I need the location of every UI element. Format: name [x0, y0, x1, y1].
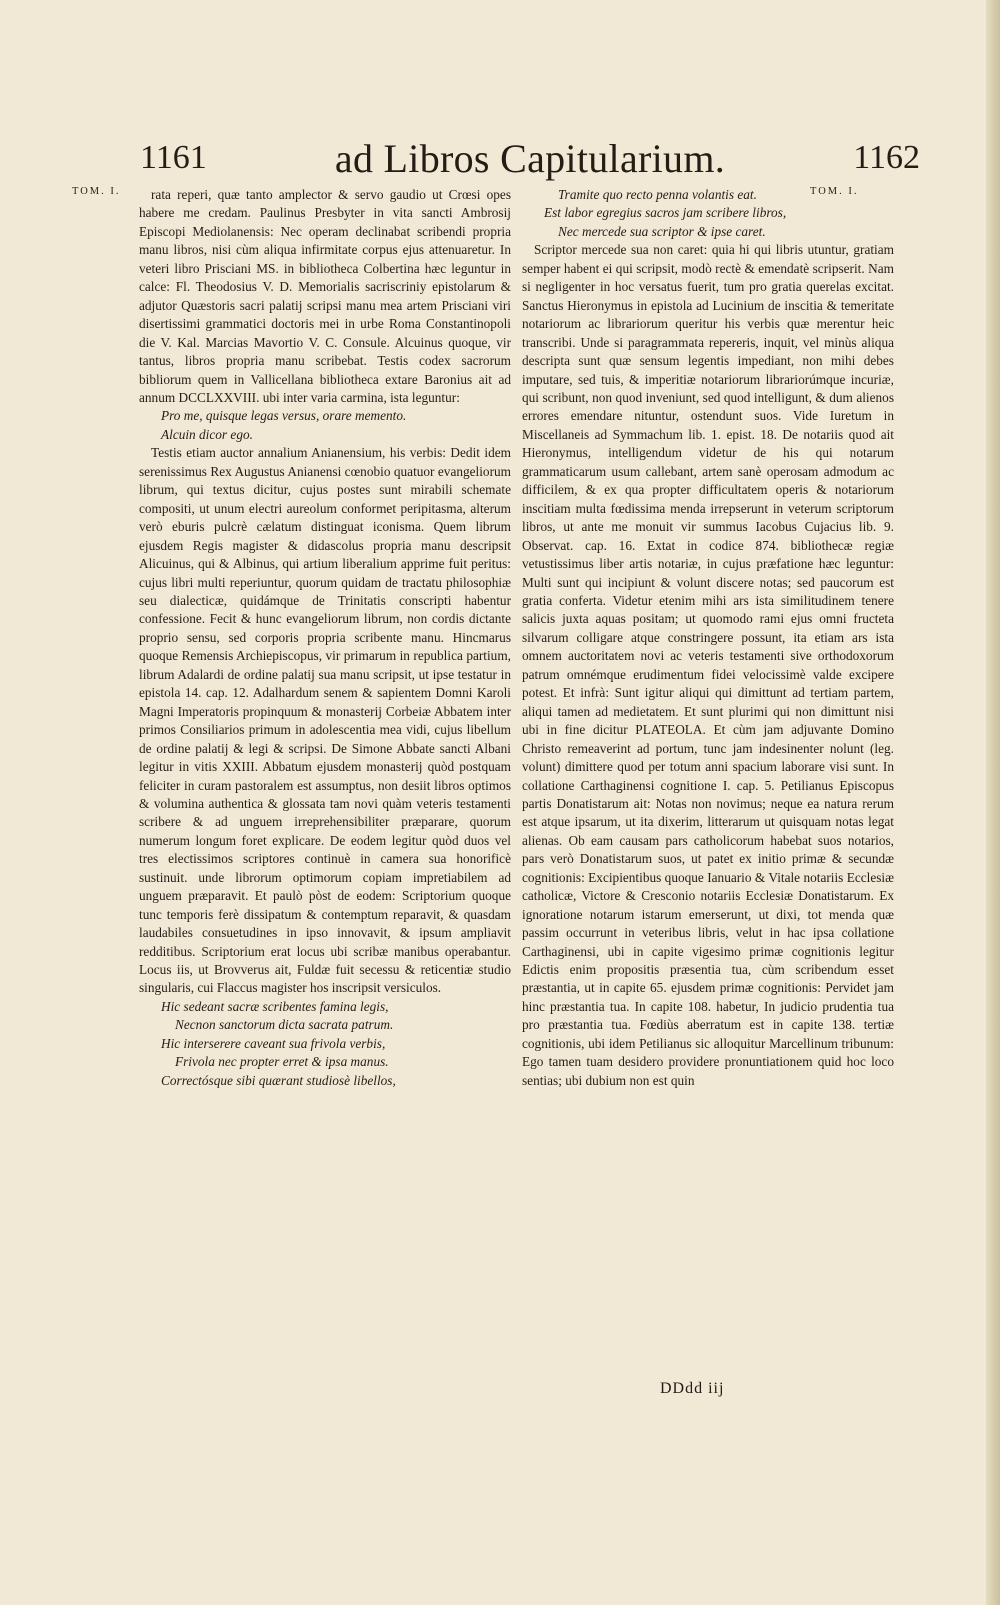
right-column [522, 186, 894, 1090]
verse-line: Necnon sanctorum dicta sacrata patrum. [175, 1017, 394, 1033]
verse-line: Tramite quo recto penna volantis eat. [558, 187, 757, 202]
verse-line: Hic sedeant sacræ scribentes famina legis, [161, 998, 389, 1014]
paragraph: Testis etiam auctor annalium Anianensium, his verbis: Dedit idem serenissimus Rex Augustus Anianensi cœnobio quatuor evangeliorum librum, qui textus dicitur, cujus postes sunt mirabili schemate compositi, ut unum electri aureolum conformet peripitasma, alterum verò eburis pulcrè cælatum distinguat iconisma. Quem librum ejusdem Regis magister & didascolus propria manu descripsit Alicuinus, qui & Albinus, qui artium liberalium apprime fuit peritus: cujus libri multi reperiuntur, quorum quidam de tractatu philosophiæ seu dialecticæ, quidámque de Trinitatis conscripti habentur confessione. Fecit & hunc evangeliorum librum, non cordis dictante proprio sensu, sed corporis propria scribente manu. Hincmarus quoque Remensis Archiepiscopus, vir primarum in republica partium, librum Adalardi de ordine palatij sua manu scripsit, ut ipse testatur in epistola 14. cap. 12. Adalhardum senem & sapientem Domni Karoli Magni Imperatoris propinquum & monasterij Corbeiæ Abbatem inter primos Consiliarios primum in adolescentia mea vidi, cujus libellum de ordine palatij & legi & scripsi. De Simone Abbate sancti Albani legitur in vitis XXIII. Abbatum ejusdem monasterij quòd postquam feliciter in curam pastoralem est assumptus, non desiit libros optimos & volumina authentica & glossata tam novi quàm veteris testamenti scribere & ad unguem irreprehensibiliter præparare, quorum numerum longum foret explicare. De eodem legitur quòd duos vel tres electissimos scriptores continuè in camera sua honorificè sustinuit. unde librorum optimorum copiam impretiabilem ad unguem præparavit. Et paulò pòst de eodem: Scriptorium quoque tunc temporis ferè dissipatum & contemptum reparavit, & quasdam laudabiles consuetudines in ipso innovavit, & ipsum ampliavit redditibus. Scriptorium erat locus ubi scribæ manibus operabantur. Locus iis, ut Brovverus ait, Fuldæ fuit secessu & reticentiæ studio singularis, cui Flaccus magister hos inscripsit versiculos. [139, 445, 511, 996]
verse-line: Correctósque sibi quærant studiosè libellos, [161, 1072, 396, 1088]
running-head [140, 135, 920, 185]
paragraph: Scriptor mercede sua non caret: quia hi qui libris utuntur, gratiam semper habent ei qui scripsit, modò rectè & emendatè scripserit. Nam si negligenter in hoc versatus fuerit, tum pro gratia querelas excitat. Sanctus Hieronymus in epistola ad Lucinium de inscitia & temeritate notariorum ac librariorum queritur his verbis quæ merentur heic transcribi. Unde si paragrammata repereris, inquit, vel minùs aliqua descripta sunt quæ sensum legentis impediant, non mihi debes imputare, sed tuis, & imperitiæ notariorum librariorúmque incuriæ, qui scribunt, non quod inveniunt, sed quod intelligunt, & dum alienos errores emendare nituntur, ostendunt suos. Vide Iuretum in Miscellaneis ad Symmachum lib. 1. epist. 18. De notariis quod ait Hieronymus, intelligendum videtur de his qui notarum grammaticarum usum callebant, artem sanè operosam admodum ac difficilem, & ex qua propter difficultatem operis & notariorum inscitiam multa fœdissima menda irrepserunt in veterum scriptorum libros, ut ante me monuit vir summus Iacobus Cujacius lib. 9. Observat. cap. 16. Extat in codice 874. bibliothecæ regiæ vetustissimus liber artis notariæ, in cujus præfatione hæc leguntur: Multi sunt qui incipiunt & volunt discere notas; sed paucorum est gratia conferta. Videtur etenim mihi ars ista similitudinem tenere salicis juxta aquas positam; ut quomodo rami ejus omni fructeta silvarum colligare atque constringere possunt, ita etiam ars ista omnem auctoritatem novi ac veteris testamenti sive orthodoxorum patrum omnémque erudimentum fidei velocissimè valde excipere potest. Et infrà: Sunt igitur aliqui qui dimittunt ad tertiam partem, aliqui tamen ad medietatem. Et sunt plurimi qui non dimittunt nisi ubi in fine dicitur PLATEOLA. Et cùm jam adjuvante Domino Christo remeaverint ad portum, tunc jam indesinenter nolunt (leg. volunt) dimittere quod per totum anni spacium laborare visi sunt. In collatione Carthaginensi cognitione I. cap. 5. Petilianus Episcopus partis Donatistarum ait: Notas non novimus; neque ea natura rerum est atque ipsarum, ut ita dixerim, litterarum ut quisquam notas legat alienas. Ob eam causam pars catholicorum habebat suos notarios, pars verò Donatistarum suos, ut patet ex initio primæ & secundæ cognitionis: Excipientibus quoque Ianuario & Vitale notariis Ecclesiæ catholicæ, Victore & Cresconio notariis Ecclesiæ Donatistarum. Ex ignoratione notarum istarum emerserunt, ut dixi, tot menda quæ passim occurrunt in veteribus libris, velut in hac ipsa collatione Carthaginensi, ubi in capite vigesimo primæ cognitionis legitur Edictis enim propositis præsentia tua, cùm scribendum esset præstantia, ut in capite 65. ejusdem primæ cognitionis: Pervidet jam hinc præstantia tua. In capite 108. habetur, In judicio prudentia tua pro præstantia tua. Fœdiùs aberratum est in capite 138. tertiæ cognitionis, ubi idem Petilianus sic alloquitur Marcellinum tribunum: Ego tamen tuam desidero providere pronuntiationem quid hoc loco sentias; ubi dubium non est quin [522, 242, 894, 1088]
verse-line: Pro me, quisque legas versus, orare memento. [161, 408, 407, 424]
left-column [139, 186, 511, 1090]
verse-line: Hic interserere caveant sua frivola verbis, [161, 1035, 386, 1051]
signature-mark: DDdd iij [660, 1380, 725, 1397]
page-number-right: 1162 [853, 139, 920, 176]
verse-line: Nec mercede sua scriptor & ipse caret. [558, 223, 766, 239]
verse-line: Alcuin dicor ego. [161, 426, 253, 442]
verse-line: Frivola nec propter erret & ipsa manus. [175, 1054, 389, 1070]
margin-volume-right: TOM. I. [810, 186, 859, 197]
page-spine-edge [986, 0, 1000, 1605]
page-number-left: 1161 [140, 139, 207, 176]
paragraph: rata reperi, quæ tanto amplector & servo gaudio ut Crœsi opes habere me credam. Paulinus Presbyter in vita sancti Ambrosij Episcopi Mediolanensis: Nec operam declinabat scribendi propria manu libros, nisi cùm aliqua infirmitate corpus ejus attenuaretur. In veteri libro Prisciani MS. in bibliotheca Colbertina hæc leguntur in calce: Fl. Theodosius V. D. Memorialis sacriscriniy epistolarum & adjutor Quæstoris sacri palatij scripsi manu mea artem Prisciani viri disertissimi grammatici doctoris mei in urbe Roma Constantinopoli die V. Kal. Marcias Mavortio V. C. Consule. Alcuinus quoque, vir tantus, libros propria manu scribebat. Testis codex sacrorum bibliorum quem in Vallicellana bibliotheca extare Baronius ait ad annum DCCLXXVIII. ubi inter varia carmina, ista leguntur: [139, 187, 511, 405]
page-title: ad Libros Capitularium. [334, 136, 726, 181]
verse-line: Est labor egregius sacros jam scribere libros, [544, 205, 787, 221]
margin-volume-left: TOM. I. [72, 186, 121, 197]
